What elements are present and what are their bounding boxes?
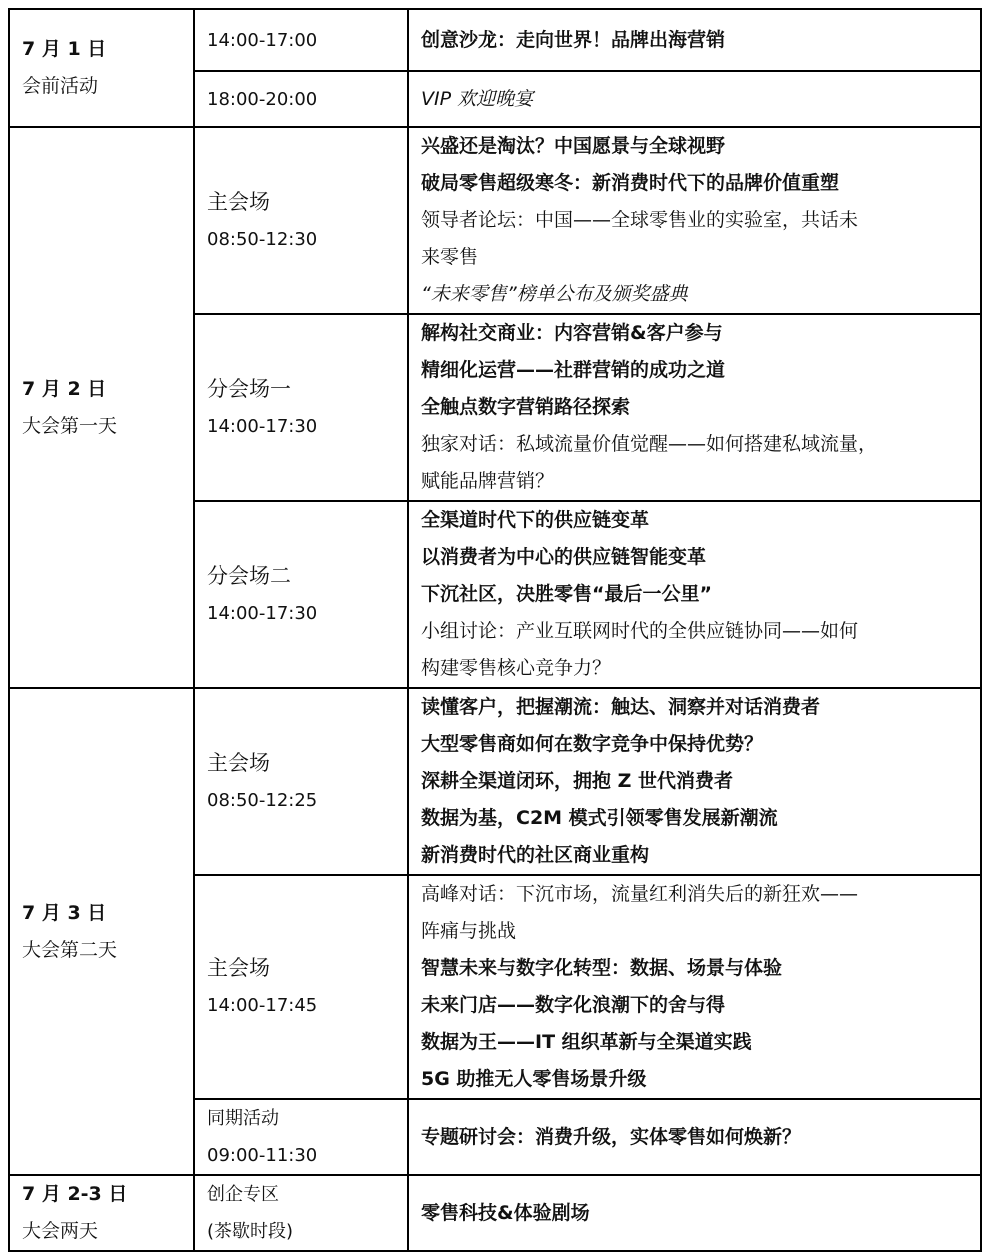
session-cell: [194, 9, 408, 71]
session-time: 14:00-17:45: [207, 995, 318, 1016]
topic-line: 独家对话：私域流量价值觉醒——如何搭建私域流量，: [421, 433, 878, 455]
topic-line: 未来门店——数字化浪潮下的舍与得: [421, 994, 726, 1016]
topic-line: VIP 欢迎晚宴: [421, 87, 534, 110]
day-cell: [9, 9, 194, 127]
topic-line: 大型零售商如何在数字竞争中保持优势？: [421, 733, 764, 755]
session-cell: [194, 1175, 408, 1251]
session-time: 18:00-20:00: [207, 88, 318, 110]
topic-line: 解构社交商业：内容营销&客户参与: [421, 322, 723, 344]
session-cell: [194, 501, 408, 688]
day-date: 7 月 2-3 日: [22, 1183, 128, 1205]
topic-line: 下沉社区，决胜零售“最后一公里”: [421, 583, 712, 605]
day-label: 会前活动: [22, 75, 99, 97]
session-time: 14:00-17:30: [207, 602, 318, 624]
session-time: (茶歇时段): [207, 1221, 294, 1242]
topic-line: 精细化运营——社群营销的成功之道: [421, 359, 726, 381]
topic-line: 全渠道时代下的供应链变革: [421, 509, 650, 531]
topic-line: 读懂客户，把握潮流：触达、洞察并对话消费者: [421, 696, 821, 718]
topics-cell: [408, 1099, 981, 1175]
agenda-table: [8, 8, 982, 1252]
topic-line: 构建零售核心竞争力？: [421, 657, 612, 679]
session-name: 分会场二: [207, 563, 291, 588]
session-time: 08:50-12:30: [207, 228, 318, 250]
topic-line: 阵痛与挑战: [421, 920, 517, 942]
topics-cell: [408, 501, 981, 688]
agenda-row: [9, 127, 981, 314]
session-name: 同期活动: [207, 1108, 279, 1129]
topic-line: 数据为王——IT 组织革新与全渠道实践: [421, 1031, 752, 1053]
day-cell: [9, 688, 194, 1175]
day-date: 7 月 2 日: [22, 377, 107, 400]
topic-line: 智慧未来与数字化转型：数据、场景与体验: [421, 957, 783, 979]
day-cell: [9, 1175, 194, 1251]
topics-cell: [408, 127, 981, 314]
session-time: 09:00-11:30: [207, 1145, 318, 1166]
session-name: 分会场一: [207, 376, 291, 401]
topic-line: “未来零售”榜单公布及颁奖盛典: [421, 283, 688, 305]
session-cell: [194, 127, 408, 314]
agenda-row: [9, 9, 981, 71]
topic-line: 数据为基，C2M 模式引领零售发展新潮流: [421, 807, 778, 829]
session-cell: [194, 875, 408, 1099]
session-time: 08:50-12:25: [207, 789, 318, 811]
topic-line: 零售科技&体验剧场: [421, 1201, 590, 1224]
day-label: 大会两天: [22, 1220, 99, 1242]
topics-cell: [408, 688, 981, 875]
topic-line: 小组讨论：产业互联网时代的全供应链协同——如何: [421, 620, 859, 642]
topic-line: 以消费者为中心的供应链智能变革: [421, 546, 707, 568]
session-time: 14:00-17:00: [207, 29, 318, 51]
topic-line: 全触点数字营销路径探索: [421, 396, 631, 418]
topic-line: 高峰对话：下沉市场，流量红利消失后的新狂欢——: [421, 883, 859, 905]
session-cell: [194, 1099, 408, 1175]
session-name: 主会场: [207, 189, 270, 214]
day-label: 大会第二天: [22, 938, 118, 961]
topic-line: 5G 助推无人零售场景升级: [421, 1068, 647, 1090]
topics-cell: [408, 1175, 981, 1251]
topic-line: 赋能品牌营销？: [421, 470, 555, 492]
session-cell: [194, 314, 408, 501]
session-cell: [194, 71, 408, 127]
session-name: 主会场: [207, 750, 270, 775]
day-date: 7 月 3 日: [22, 901, 107, 924]
session-cell: [194, 688, 408, 875]
session-time: 14:00-17:30: [207, 415, 318, 437]
topics-cell: [408, 71, 981, 127]
topic-line: 深耕全渠道闭环，拥抱 Z 世代消费者: [421, 770, 734, 792]
day-cell: [9, 127, 194, 688]
topic-line: 破局零售超级寒冬：新消费时代下的品牌价值重塑: [421, 172, 840, 194]
topic-line: 新消费时代的社区商业重构: [421, 844, 650, 866]
topic-line: 领导者论坛：中国——全球零售业的实验室，共话未: [421, 209, 859, 231]
day-date: 7 月 1 日: [22, 38, 107, 60]
topic-line: 创意沙龙：走向世界！品牌出海营销: [421, 28, 726, 51]
topics-cell: [408, 875, 981, 1099]
agenda-row: [9, 1175, 981, 1251]
topics-cell: [408, 314, 981, 501]
session-name: 主会场: [207, 956, 270, 980]
topics-cell: [408, 9, 981, 71]
agenda-row: [9, 688, 981, 875]
session-name: 创企专区: [207, 1184, 279, 1205]
topic-line: 专题研讨会：消费升级，实体零售如何焕新？: [421, 1125, 802, 1148]
topic-line: 来零售: [421, 246, 479, 268]
day-label: 大会第一天: [22, 414, 118, 437]
topic-line: 兴盛还是淘汰？中国愿景与全球视野: [421, 135, 726, 157]
